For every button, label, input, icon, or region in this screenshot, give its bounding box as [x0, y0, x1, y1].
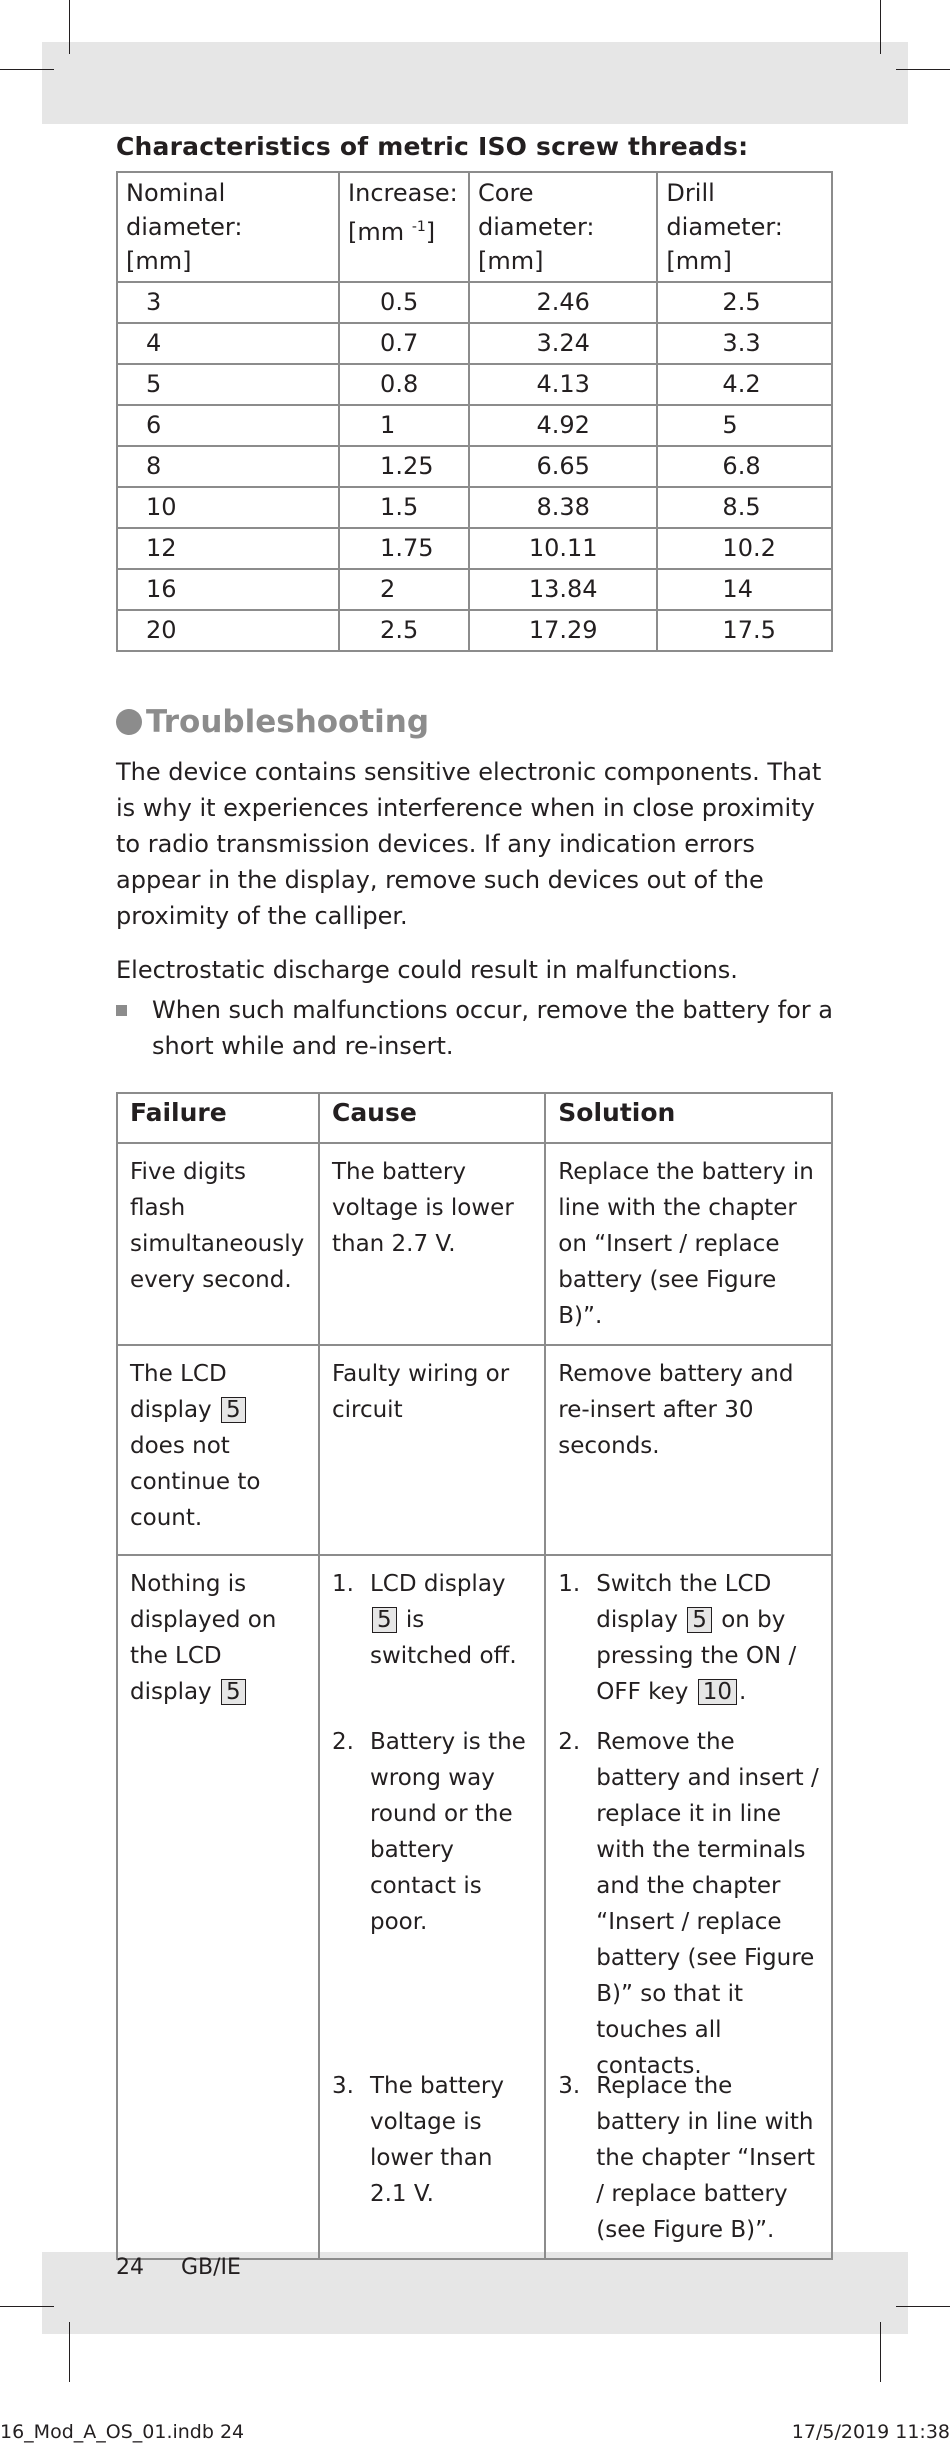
- failure-cell: The LCD display 5 does not continue to count.: [117, 1345, 319, 1555]
- interference-paragraph: The device contains sensitive electronic components. That is why it experiences interference when in close proximity to radio transmission devices. If any indication errors appear in the display, remove such devices out of the proximity of the calliper.: [116, 758, 822, 930]
- table-row: 12 1.75 10.11 10.2: [117, 528, 832, 569]
- section-bullet-icon: [116, 709, 142, 735]
- crop-mark: [896, 69, 950, 70]
- table-row: [117, 1555, 832, 2259]
- iso-header-row: [117, 172, 832, 282]
- cause-cell: Faulty wiring or circuit: [319, 1345, 545, 1555]
- key-number: 10: [698, 1679, 737, 1705]
- cause-cell: The battery voltage is lower than 2.7 V.: [319, 1143, 545, 1345]
- header-nominal-diameter: Nominal diameter: [mm]: [117, 172, 339, 282]
- solution-item: 3. Replace the battery in line with the chapter “Insert / replace battery (see Figure B)”.: [558, 2073, 816, 2243]
- failure-cell: Five digits flash simultaneously every second.: [117, 1143, 319, 1345]
- crop-mark: [0, 69, 54, 70]
- table-row: 6 1 4.92 5: [117, 405, 832, 446]
- cause-item: 1. LCD display 5 is switched off.: [331, 1571, 517, 1669]
- header-failure: Failure: [117, 1093, 319, 1143]
- cause-item: 3. The battery voltage is lower than 2.1 V.: [331, 2073, 505, 2207]
- table-row: 8 1.25 6.65 6.8: [117, 446, 832, 487]
- reference-number: 5: [221, 1679, 246, 1705]
- header-increase: Increase: [mm $^{-1}$]: [339, 172, 469, 282]
- failure-cell: Nothing is displayed on the LCD display 5: [117, 1555, 319, 2259]
- reference-number: 5: [221, 1397, 246, 1423]
- crop-mark: [880, 2322, 881, 2382]
- page-number: 24: [116, 2255, 144, 2280]
- table-row: 10 1.5 8.38 8.5: [117, 487, 832, 528]
- header-solution: Solution: [545, 1093, 832, 1143]
- bullet-item: [116, 992, 833, 1064]
- table-row: 5 0.8 4.13 4.2: [117, 364, 832, 405]
- troubleshooting-heading: [116, 704, 833, 740]
- electrostatic-paragraph: Electrostatic discharge could result in malfunctions.: [116, 956, 738, 984]
- table-row: 20 2.5 17.29 17.5: [117, 610, 832, 651]
- table-row: 16 2 13.84 14: [117, 569, 832, 610]
- page-content: [116, 124, 833, 2260]
- header-core-diameter: Core diameter: [mm]: [469, 172, 657, 282]
- table-row: [117, 1143, 832, 1345]
- solution-cell: [545, 1555, 832, 2259]
- header-cause: Cause: [319, 1093, 545, 1143]
- header-drill-diameter: Drill diameter: [mm]: [657, 172, 832, 282]
- slug-filename: 16_Mod_A_OS_01.indb 24: [0, 2421, 245, 2443]
- solution-item: 1. Switch the LCD display 5 on by pressing the ON / OFF key 10 .: [558, 1571, 797, 1705]
- iso-table-title: Characteristics of metric ISO screw threads:: [116, 132, 749, 161]
- page-footer: [116, 2251, 271, 2285]
- square-bullet-icon: [116, 1005, 127, 1016]
- crop-mark: [0, 2306, 54, 2307]
- table-row: 4 0.7 3.24 3.3: [117, 323, 832, 364]
- table-row: [117, 1345, 832, 1555]
- header-band: [42, 42, 908, 124]
- crop-mark: [880, 0, 881, 54]
- troubleshooting-table: [116, 1092, 833, 2260]
- bullet-text: When such malfunctions occur, remove the battery for a short while and re-insert.: [152, 996, 833, 1060]
- solution-item: 2. Remove the battery and insert / replace it in line with the terminals and the chapter “Insert / replace battery (see Figure B)” so that it touches all contacts.: [558, 1729, 819, 2079]
- slug-date: 17/5/2019 11:38: [791, 2421, 950, 2443]
- solution-cell: Remove battery and re-insert after 30 seconds.: [545, 1345, 832, 1555]
- crop-mark: [896, 2306, 950, 2307]
- crop-mark: [69, 2322, 70, 2382]
- iso-thread-table: [116, 171, 833, 652]
- solution-cell: Replace the battery in line with the chapter on “Insert / replace battery (see Figure B)”.: [545, 1143, 832, 1345]
- region-label: GB/IE: [181, 2255, 241, 2280]
- troubleshooting-header-row: [117, 1093, 832, 1143]
- reference-number: 5: [687, 1607, 712, 1633]
- reference-number: 5: [372, 1607, 397, 1633]
- section-title: Troubleshooting: [146, 704, 430, 740]
- cause-cell: [319, 1555, 545, 2259]
- cause-item: 2. Battery is the wrong way round or the battery contact is poor.: [331, 1729, 526, 1935]
- table-row: 3 0.5 2.46 2.5: [117, 282, 832, 323]
- crop-mark: [69, 0, 70, 54]
